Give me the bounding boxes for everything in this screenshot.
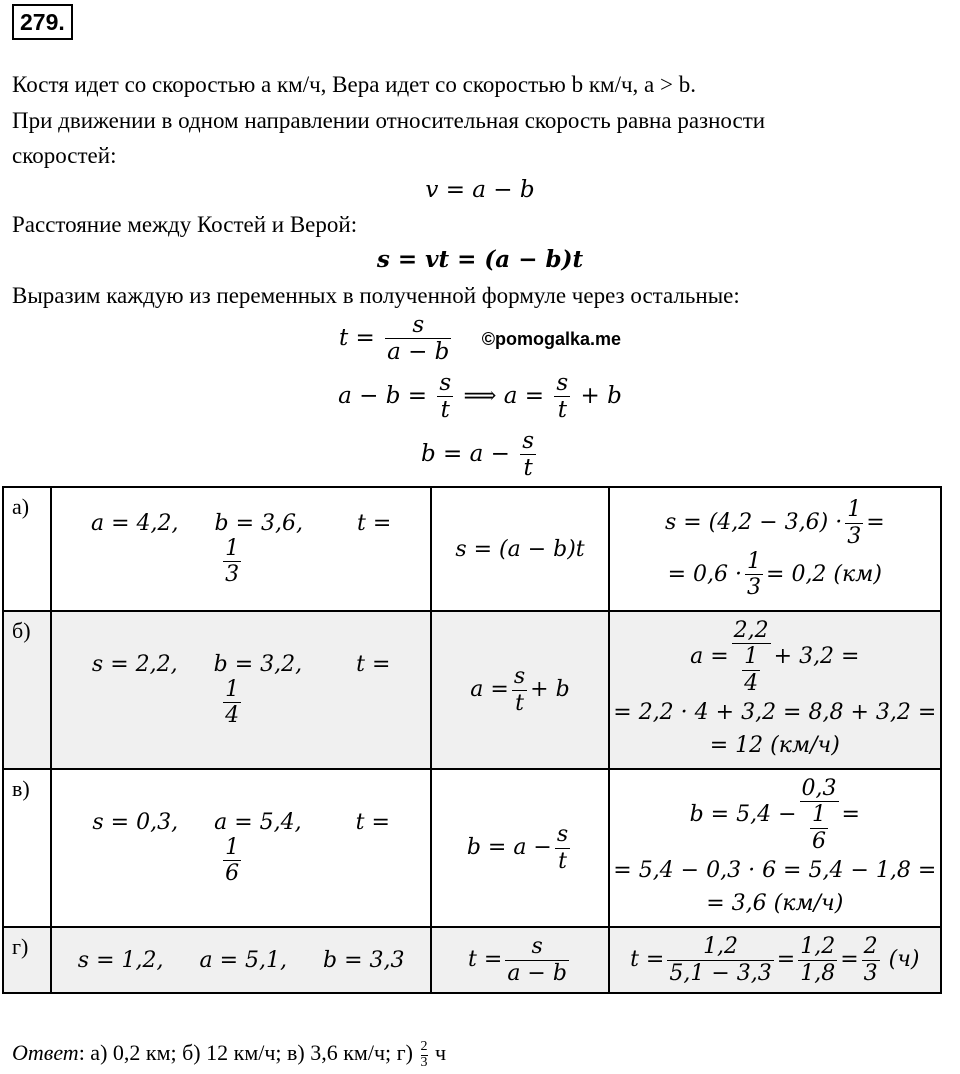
result-text: = 0,6 ·: [667, 561, 743, 587]
result-cell: [609, 927, 941, 993]
fraction: [555, 822, 570, 874]
given-value-text: t =: [357, 510, 392, 536]
fraction-numerator: s: [513, 664, 526, 690]
formula-a-tail: + b: [580, 382, 622, 409]
result-line: = 12 (км/ч): [709, 732, 840, 758]
given-values: [51, 611, 431, 769]
given-value: b = 3,3: [323, 947, 405, 973]
fraction-denominator: t: [558, 848, 567, 874]
given-value: a = 5,1,: [199, 947, 288, 973]
fraction-numerator: 1: [812, 802, 827, 828]
answer-unit: ч: [435, 1040, 447, 1066]
fraction-numerator: 1,2: [800, 934, 836, 960]
given-value: a = 5,4,: [214, 809, 302, 835]
table-row: [3, 487, 941, 611]
fraction-numerator: s: [556, 822, 569, 848]
fraction-denominator: 4: [225, 703, 240, 728]
fraction: [421, 1040, 428, 1070]
row-label: г): [3, 927, 51, 993]
given-values: [51, 927, 431, 993]
given-value: a = 4,2,: [91, 510, 179, 536]
result-text: =: [776, 947, 796, 972]
fraction: [437, 370, 453, 424]
table-row: [3, 927, 941, 993]
fraction-denominator: 4: [744, 670, 759, 696]
answer-label: Ответ: [12, 1040, 79, 1066]
fraction: [800, 776, 839, 854]
formula-cell: [431, 611, 608, 769]
formula-t-lhs: t =: [338, 324, 375, 351]
result-cell: [609, 487, 941, 611]
formula-s: s = vt = (a − b)t: [376, 246, 584, 273]
fraction-denominator: 6: [812, 828, 827, 854]
answer-line: [12, 1040, 446, 1070]
problem-number: 279.: [12, 4, 73, 40]
formula-b-lhs: b = a −: [420, 440, 510, 467]
formula-a-mid: ⟹ a =: [463, 382, 545, 409]
fraction-numerator: s: [385, 312, 451, 339]
answer-text: : а) 0,2 км; б) 12 км/ч; в) 3,6 км/ч; г): [78, 1040, 413, 1066]
fraction: [205, 835, 259, 887]
row-label: в): [3, 769, 51, 927]
result-text: a =: [690, 644, 729, 669]
fraction: [845, 497, 863, 549]
fraction-denominator: t: [557, 397, 567, 424]
intro-line-2: При движении в одном направлении относительная скорость равна разности: [12, 108, 766, 133]
solution-table: [2, 486, 942, 994]
watermark: ©pomogalka.me: [481, 328, 622, 349]
result-cell: [609, 611, 941, 769]
fraction-numerator: s: [556, 370, 569, 396]
result-line: = 3,6 (км/ч): [706, 890, 844, 916]
formula-v: v = a − b: [425, 177, 535, 203]
formula-a: [0, 370, 960, 424]
fraction: [385, 312, 451, 366]
result-text: + 3,2 =: [773, 644, 860, 669]
intro-line-4: Расстояние между Костей и Верой:: [12, 212, 358, 237]
formula-t: [0, 312, 960, 366]
given-value-text: t =: [356, 651, 391, 677]
fraction-numerator: 1,2: [667, 934, 773, 960]
fraction: [667, 934, 773, 986]
fraction: [554, 370, 570, 424]
intro-line-3: скоростей:: [12, 143, 117, 168]
fraction-numerator: 1: [225, 676, 240, 702]
row-label: а): [3, 487, 51, 611]
given-value: s = 0,3,: [92, 809, 179, 835]
fraction: [505, 934, 569, 986]
fraction-numerator: 1: [747, 549, 762, 574]
result-line: [610, 549, 940, 601]
fraction-denominator: 5,1 − 3,3: [669, 960, 772, 986]
result-text: =: [866, 510, 885, 536]
fraction: [745, 549, 763, 601]
result-cell: [609, 769, 941, 927]
fraction-numerator: s: [522, 428, 535, 454]
formula-b: [0, 428, 960, 482]
formula-cell: [431, 769, 608, 927]
given-value: s = 2,2,: [91, 651, 178, 677]
given-values: [51, 487, 431, 611]
fraction-denominator: 6: [225, 861, 240, 886]
fraction-numerator: 0,3: [801, 776, 837, 802]
fraction-denominator: t: [523, 455, 533, 482]
table-row: [3, 611, 941, 769]
fraction: [862, 934, 880, 986]
fraction: [810, 802, 828, 854]
formula-text: t =: [468, 947, 503, 972]
given-value: b = 3,2,: [213, 651, 303, 677]
given-value-text: t =: [355, 809, 390, 835]
given-value: s = 1,2,: [77, 947, 164, 973]
intro-line-1: Костя идет со скоростью a км/ч, Вера идет со скоростью b км/ч, a > b.: [12, 72, 696, 97]
fraction: [205, 536, 259, 588]
fraction-denominator: [732, 644, 771, 696]
fraction-numerator: 2: [420, 1039, 428, 1054]
fraction-numerator: 1: [225, 535, 240, 561]
intro-line-5: Выразим каждую из переменных в полученной формуле через остальные:: [12, 283, 740, 308]
formula-text: b = a −: [466, 835, 552, 860]
result-line: [610, 497, 940, 549]
result-text: s = (4,2 − 3,6) ·: [664, 510, 843, 536]
fraction-numerator: s: [505, 934, 569, 960]
fraction-numerator: 2: [863, 934, 878, 960]
given-value: b = 3,6,: [214, 510, 304, 536]
fraction-denominator: a − b: [387, 339, 450, 366]
result-text: =: [841, 802, 860, 827]
formula-a-lhs: a − b =: [338, 382, 428, 409]
fraction: [205, 677, 259, 729]
fraction-denominator: 3: [225, 562, 240, 587]
fraction-denominator: t: [515, 690, 524, 716]
result-text: =: [840, 947, 859, 972]
fraction: [742, 644, 760, 696]
fraction-numerator: 1: [225, 834, 240, 860]
result-text: (ч): [888, 947, 920, 972]
fraction-numerator: s: [439, 370, 452, 396]
row-label: б): [3, 611, 51, 769]
fraction: [512, 664, 527, 716]
fraction-denominator: 3: [847, 523, 862, 549]
given-values: [51, 769, 431, 927]
fraction-denominator: a − b: [507, 960, 567, 986]
fraction: [520, 428, 536, 482]
formula-cell: [431, 927, 608, 993]
fraction-denominator: t: [440, 397, 450, 424]
fraction-denominator: 3: [747, 575, 762, 601]
formula-text: + b: [530, 677, 570, 702]
result-line: [610, 776, 940, 854]
fraction-denominator: 3: [420, 1054, 428, 1070]
fraction: [732, 618, 771, 696]
fraction-denominator: 3: [863, 960, 878, 986]
result-line: = 2,2 · 4 + 3,2 = 8,8 + 3,2 =: [613, 699, 937, 725]
result-line: [610, 618, 940, 696]
fraction-denominator: [800, 802, 839, 854]
result-text: b = 5,4 −: [689, 802, 797, 827]
fraction-numerator: 2,2: [733, 618, 769, 644]
result-text: = 0,2 (км): [766, 561, 882, 587]
formula-text: a =: [470, 677, 509, 702]
table-row: [3, 769, 941, 927]
fraction-denominator: 1,8: [800, 960, 836, 986]
fraction-numerator: 1: [847, 497, 862, 523]
formula-cell: s = (a − b)t: [431, 487, 608, 611]
fraction: [798, 934, 837, 986]
result-line: = 5,4 − 0,3 · 6 = 5,4 − 1,8 =: [613, 857, 937, 883]
result-text: t =: [630, 947, 665, 972]
fraction-numerator: 1: [744, 644, 759, 670]
